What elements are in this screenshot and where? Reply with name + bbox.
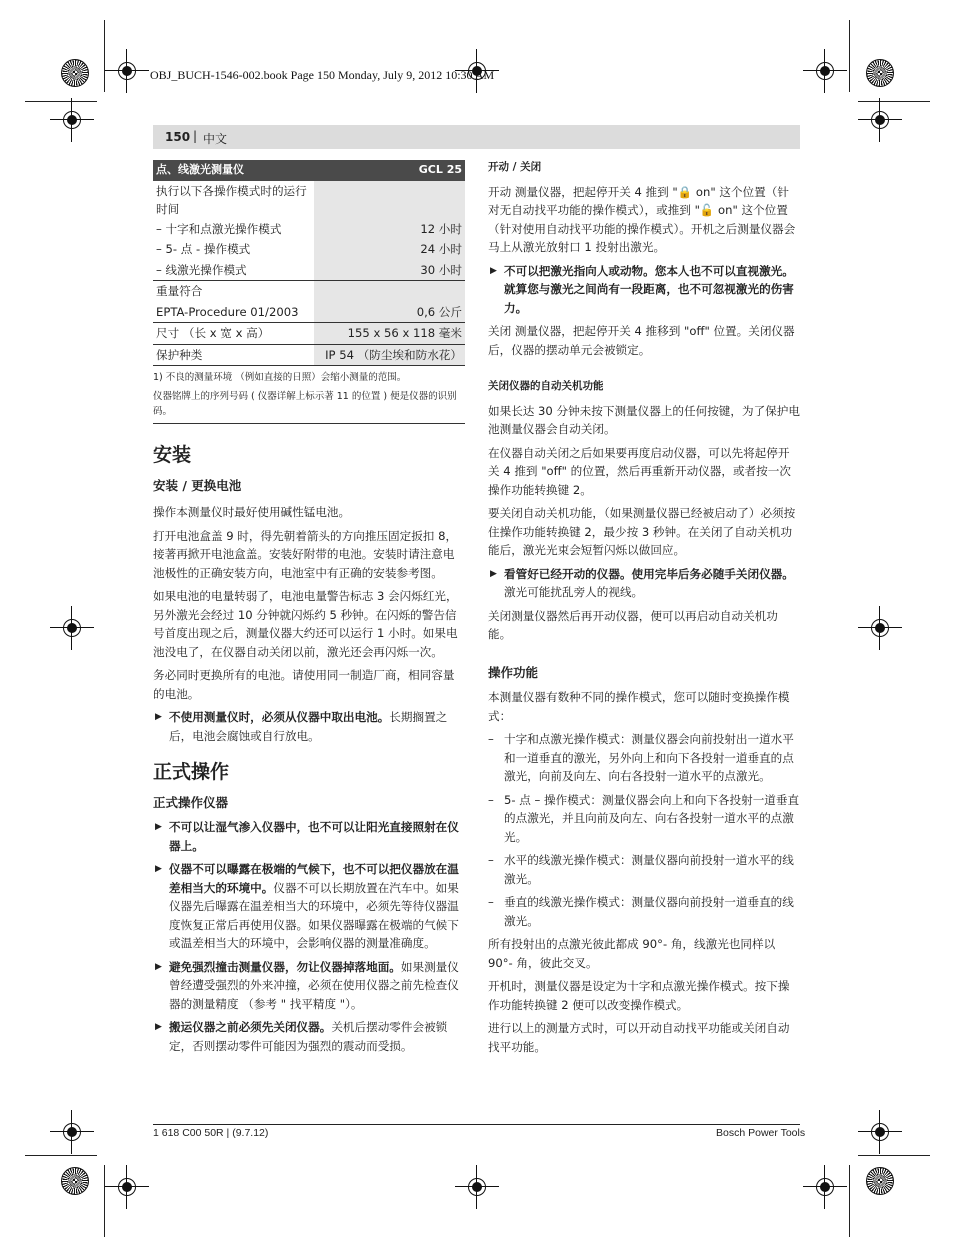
bullet-item: ▶ 搬运仪器之前必须先关闭仪器。关机后摆动零件会被锁定，否则摆动零件可能因为强烈的震动而受损。 [155,1020,448,1053]
spec-table-header [153,160,465,181]
section-title-operation: 正式操作 [153,761,230,783]
list-item: – 十字和点激光操作模式：测量仪器会向前投射出一道水平和一道垂直的激光，另外向上和向下各投射一道垂直的点激光，向前及向左、向右各投射一道水平的点激光。 [488,732,794,783]
bullet-item: ▶ 不可以把激光指向人或动物。您本人也不可以直视激光。就算您与激光之间尚有一段距离，也不可忽视激光的伤害力。 [490,263,794,315]
registration-mark-icon [115,59,139,83]
paragraph: 所有投射出的点激光彼此都成 90°- 角，线激光也同样以 90°- 角，彼此交叉。 [488,937,776,970]
subsection-title-op-device: 正式操作仪器 [153,794,229,810]
table-row: 执行以下各操作模式时的运行时间 [153,181,465,219]
registration-mark-icon [465,1175,489,1199]
spec-head-right: GCL 25 [314,160,465,181]
crop-mark [104,20,105,92]
bullet-item: ▶ 避免强烈撞击测量仪器，勿让仪器掉落地面。如果测量仪曾经遭受强烈的外来冲撞，必须在使用仪器之前先检查仪器的测量精度 （参考 " 找平精度 "）。 [155,959,459,1011]
footnote: 1) 不良的测量环境 （例如直接的日照）会缩小测量的范围。 [153,372,407,383]
registration-star-icon [866,1167,894,1195]
paragraph: 在仪器自动关闭之后如果要再度启动仪器，可以先将起停开关 4 推到 "off" 的位置，然后再重新开动仪器，或者按一次操作功能转换键 2。 [488,445,791,497]
paragraph: 如果长达 30 分钟未按下测量仪器上的任何按键，为了保护电池测量仪器会自动关闭。 [488,403,800,436]
crop-mark [849,1165,850,1237]
bullet-item: ▶ 仪器不可以曝露在极端的气候下，也不可以把仪器放在温差相当大的环境中。仪器不可以长期放置在汽车中。如果仪器先后曝露在温差相当大的环境中，必须先等待仪器温度恢复正常后再使用仪器。如果仪器曝露在极端的气候下或温差相当大的环境中，会影响仪器的测量准确度。 [155,862,459,950]
paragraph: 操作本测量仪时最好使用碱性锰电池。 [153,505,351,519]
paragraph: 打开电池盒盖 9 时，得先朝着箭头的方向推压固定扳扣 8，接著再掀开电池盒盖。安装好附带的电池。安装时请注意电池极性的正确安装方向，电池室中有正确的安装参考图。 [153,528,458,580]
page-number: 150 [165,130,191,144]
right-column [488,158,800,1061]
paragraph: 如果电池的电量转弱了，电池电量警告标志 3 会闪烁红光，另外激光会经过 10 分钟就闪烁约 5 秒钟。在闪烁的警告信号首度出现之后，测量仪器大约还可以运行 1 小时。如果电池没电了，在仪器自动关闭以前，激光还会再闪烁一次。 [153,589,458,659]
registration-mark-icon [60,1120,84,1144]
table-row: – 线激光操作模式 30 小时 [153,260,465,281]
list-item: – 5- 点 – 操作模式：测量仪器会向上和向下各投射一道垂直的点激光，并且向前及向左、向右各投射一道水平的点激光。 [488,792,800,844]
paragraph: 本测量仪器有数种不同的操作模式，您可以随时变换操作模式： [488,690,790,723]
paragraph: 关闭测量仪器然后再开动仪器，便可以再启动自动关机功能。 [488,608,778,641]
registration-star-icon [866,59,894,87]
subsection-title-functions: 操作功能 [488,664,539,680]
footnote: 仪器铭牌上的序列号码 ( 仪器详解上标示著 11 的位置 ) 便是仪器的识别码。 [153,389,465,424]
table-row: EPTA-Procedure 01/2003 0,6 公斤 [153,302,465,323]
page-header [153,125,800,149]
list-item: – 水平的线激光操作模式：测量仪器向前投射一道水平的线激光。 [488,853,794,886]
table-row: 重量符合 [153,281,465,302]
table-row: – 5- 点 - 操作模式 24 小时 [153,239,465,260]
subsection-title-auto-off: 关闭仪器的自动关机功能 [488,380,604,392]
section-title-install: 安装 [153,444,192,466]
registration-mark-icon [868,1120,892,1144]
table-row: 尺寸 （长 x 宽 x 高） 155 x 56 x 118 毫米 [153,323,465,345]
header-language: 中文 [203,132,228,146]
print-info: OBJ_BUCH-1546-002.book Page 150 Monday, July 9, 2012 10:30 AM [150,68,495,82]
registration-mark-icon [868,108,892,132]
registration-mark-icon [115,1175,139,1199]
footer-rule [153,1124,800,1125]
crop-mark [849,20,850,92]
bullet-icon: ▶ [490,568,497,579]
header-separator: | [193,129,198,143]
left-column [153,160,465,1060]
paragraph: 要关闭自动关机功能，（如果测量仪器已经被启动了）必须按住操作功能转换键 2，最少按 3 秒钟。在关闭了自动关机功能后，激光光束会短暂闪烁以做回应。 [488,506,796,557]
bullet-item: ▶ 不可以让湿气渗入仪器中，也不可以让阳光直接照射在仪器上。 [155,820,459,853]
crop-mark [25,1155,97,1156]
registration-star-icon [61,1167,89,1195]
paragraph: 开动 测量仪器，把起停开关 4 推到 "🔒 on" 这个位置（针对无自动找平功能的操作模式），或推到 "🔓 on" 这个位置 （针对使用自动找平功能的操作模式）。开机之后测量仪器会马上从激光放射口 1 投射出激光。 [488,184,796,254]
bullet-icon: ▶ [490,265,497,276]
paragraph: 务必同时更换所有的电池。请使用同一制造厂商，相同容量的电池。 [153,668,455,701]
subsection-title-battery: 安装 / 更换电池 [153,477,242,493]
footer-doc-code: 1 618 C00 50R | (9.7.12) [153,1127,269,1139]
bullet-icon: ▶ [155,1022,162,1032]
bullet-icon: ▶ [155,961,162,972]
crop-mark [858,1155,930,1156]
bullet-item: ▶ 不使用测量仪时，必须从仪器中取出电池。长期搁置之后，电池会腐蚀或自行放电。 [155,710,448,743]
registration-mark-icon [813,1175,837,1199]
crop-mark [104,1165,105,1237]
bullet-icon: ▶ [155,712,162,722]
crop-mark [25,101,97,102]
registration-mark-icon [813,59,837,83]
paragraph: 开机时，测量仪器是设定为十字和点激光操作模式。按下操作功能转换键 2 便可以改变操作模式。 [488,979,790,1012]
registration-star-icon [61,59,89,87]
paragraph: 关闭 测量仪器，把起停开关 4 推移到 "off" 位置。关闭仪器后，仪器的摆动单元会被锁定。 [488,324,795,357]
subsection-title-onoff: 开动 / 关闭 [488,161,542,173]
registration-mark-icon [60,108,84,132]
table-row: – 十字和点激光操作模式 12 小时 [153,219,465,240]
table-row: 保护种类 IP 54 （防尘埃和防水花） [153,344,465,366]
footer-brand: Bosch Power Tools [716,1127,806,1139]
bullet-icon: ▶ [155,864,162,874]
crop-mark [858,101,930,102]
spec-head-left: 点、线激光测量仪 [153,160,314,181]
bullet-item: ▶ 看管好已经开动的仪器。使用完毕后务必随手关闭仪器。激光可能扰乱旁人的视线。 [490,566,794,599]
registration-mark-icon [60,616,84,640]
spec-table [153,160,465,366]
list-item: – 垂直的线激光操作模式：测量仪器向前投射一道垂直的线激光。 [488,895,794,928]
paragraph: 进行以上的测量方式时，可以开动自动找平功能或关闭自动找平功能。 [488,1021,790,1054]
bullet-icon: ▶ [155,822,162,832]
registration-mark-icon [868,616,892,640]
